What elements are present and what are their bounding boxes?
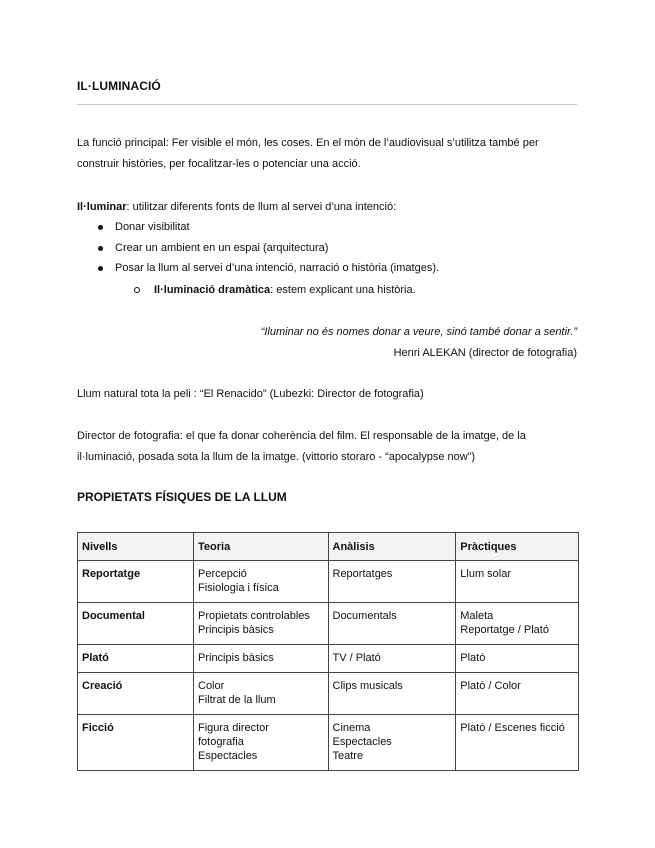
level-cell: Creació (78, 673, 194, 715)
level-cell: Plató (78, 645, 194, 673)
quote-text: “Iluminar no és nomes donar a veure, sinó també donar a sentir.” (260, 326, 577, 338)
bullet-icon (98, 266, 103, 271)
table-header-row (78, 533, 579, 561)
natural-light-paragraph: Llum natural tota la peli : “El Renacido” (Lubezki: Director de fotografia) (77, 388, 424, 400)
hollow-bullet-icon (134, 287, 140, 293)
table-row (78, 645, 579, 673)
title-divider (77, 104, 577, 105)
analysis-cell: Clips musicals (328, 673, 456, 715)
section-title: PROPIETATS FÍSIQUES DE LA LLUM (77, 490, 287, 504)
analysis-cell: TV / Plató (328, 645, 456, 673)
theory-cell: Percepció Fisiologia i física (194, 561, 329, 603)
table-row (78, 603, 579, 645)
column-header-levels: Nivells (78, 533, 194, 561)
practice-cell: Plató / Escenes ficció (456, 715, 579, 771)
intro-paragraph: La funció principal: Fer visible el món, les coses. En el món de l’audiovisual s’utilitza també per construir històries, per focalitzar-les o potenciar una acció. (77, 137, 539, 170)
list-item: Crear un ambient en un espai (arquitectura) (77, 238, 577, 259)
table-row (78, 715, 579, 771)
level-cell: Reportatge (78, 561, 194, 603)
analysis-cell: Documentals (328, 603, 456, 645)
level-cell: Ficció (78, 715, 194, 771)
practice-cell: Plató (456, 645, 579, 673)
illuminar-definition (77, 197, 577, 218)
theory-cell: Propietats controlables Principis bàsics (194, 603, 329, 645)
column-header-theory: Teoria (194, 533, 329, 561)
bullet-icon (98, 246, 103, 251)
level-cell: Documental (78, 603, 194, 645)
physical-properties-table (77, 532, 579, 771)
analysis-cell: Cinema Espectacles Teatre (328, 715, 456, 771)
theory-cell: Principis bàsics (194, 645, 329, 673)
dramatic-lighting-term: Il·luminació dramàtica (154, 284, 271, 296)
quote-author: Henri ALEKAN (director de fotografia) (393, 347, 577, 359)
illuminar-definition-text: : utilitzar diferents fonts de llum al servei d’una intenció: (126, 201, 397, 213)
analysis-cell: Reportatges (328, 561, 456, 603)
theory-cell: Color Filtrat de la llum (194, 673, 329, 715)
illuminar-bullet-list (77, 217, 577, 279)
practice-cell: Maleta Reportatge / Plató (456, 603, 579, 645)
column-header-analysis: Anàlisis (328, 533, 456, 561)
table-row (78, 561, 579, 603)
practice-cell: Llum solar (456, 561, 579, 603)
column-header-practice: Pràctiques (456, 533, 579, 561)
list-item: Posar la llum al servei d’una intenció, narració o història (imatges). (77, 258, 577, 279)
dramatic-lighting-text: : estem explicant una història. (270, 284, 416, 296)
theory-cell: Figura director fotografia Espectacles (194, 715, 329, 771)
bullet-icon (98, 225, 103, 230)
illuminar-term: Il·luminar (77, 201, 127, 213)
page-title: IL·LUMINACIÓ (77, 79, 161, 93)
practice-cell: Plató / Color (456, 673, 579, 715)
director-photo-paragraph: Director de fotografia: el que fa donar coherència del film. El responsable de la imatge, de la il·luminació, posada sota la llum de la imatge. (vittorio storaro - “apocalypse now”) (77, 430, 526, 463)
table-row (78, 673, 579, 715)
list-item: Donar visibilitat (77, 217, 577, 238)
